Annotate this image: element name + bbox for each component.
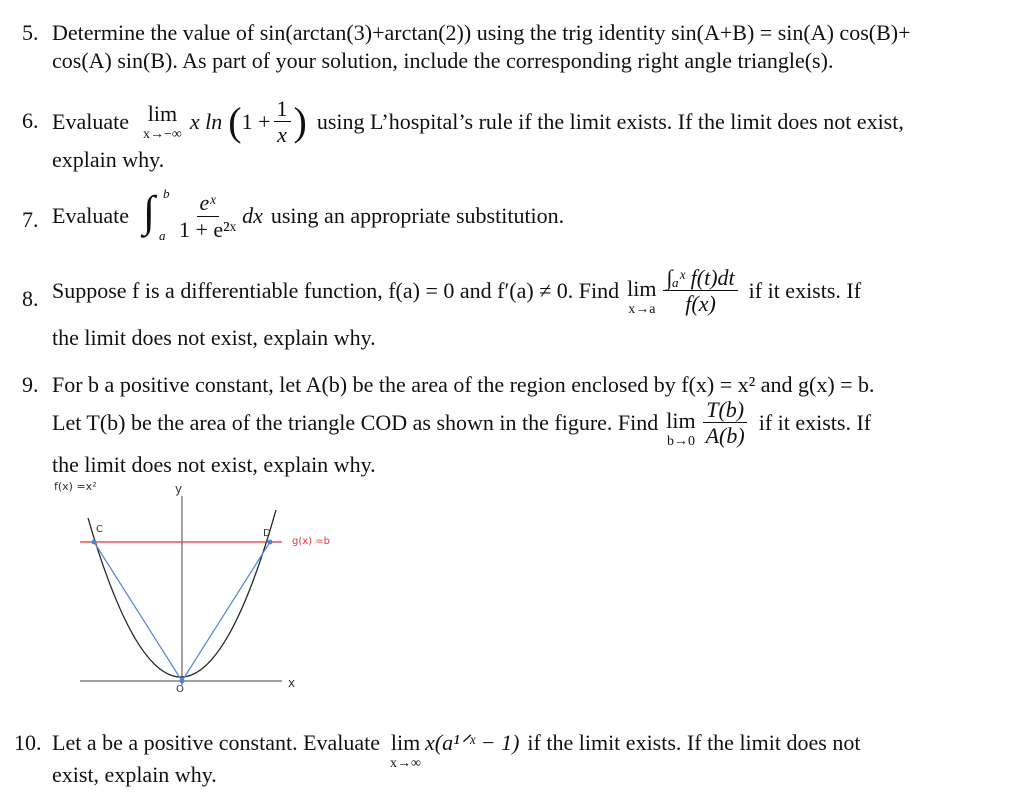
point-o [180,679,185,684]
q8-lim-sub: x→a [628,302,656,317]
q9-number: 9. [22,372,39,397]
q7-lower-limit: a [158,228,166,243]
q7-integral [139,188,173,244]
q10-lim: lim [390,730,421,755]
figure-svg [50,480,340,695]
q8-frac-top: ∫ₐˣ f(t)dt [663,265,737,291]
q8-lim: lim [627,276,657,301]
point-c [92,540,97,545]
q10-text-b: if the limit exists. If the limit does not [527,730,861,755]
q7-upper-limit: b [162,186,170,201]
triangle-side-oc [94,542,182,681]
q10-lim-sub: x→∞ [390,756,422,771]
q9-frac-top: T(b) [703,397,747,423]
q8-fraction [663,265,737,317]
q7-frac-bot: 1 + e²ˣ [178,216,237,242]
q7-integral-sign: ∫ [142,187,156,236]
q9-fraction [703,397,748,449]
q9-limit [666,408,695,449]
q9-line1: For b a positive constant, let A(b) be the area of the region enclosed by f(x) = x² and g(x) = b. [52,372,875,397]
q7-number: 7. [22,207,39,232]
q6-frac-bot: x [277,122,287,148]
q7-frac-top: eˣ [197,190,219,216]
q10-text-a: Let a be a positive constant. Evaluate [52,730,381,755]
q6-lim: lim [147,101,178,127]
q7-fraction [176,190,239,242]
q6-rest: using L’hospital’s rule if the limit exists. If the limit does not exist, [316,108,904,134]
q6-evaluate: Evaluate [52,108,129,134]
q9-frac-bot: A(b) [705,423,745,448]
f-label: f(x) =x² [54,480,97,493]
q9-line3: the limit does not exist, explain why. [52,452,376,477]
o-label: O [176,684,184,695]
figure-parabola [50,480,340,695]
q9-line2a: Let T(b) be the area of the triangle COD as shown in the figure. Find [52,409,659,435]
q5-line1: Determine the value of sin(arctan(3)+arctan(2)) using the trig identity sin(A+B) = sin(A) cos(B)+ [52,20,911,45]
q7-evaluate: Evaluate [52,203,129,228]
q5-line2: cos(A) sin(B). As part of your solution, include the corresponding right angle triangle(s). [52,48,834,73]
point-d [268,540,273,545]
q7-statement [52,188,564,244]
q6-left-paren: ( [228,98,242,144]
q6-fraction [274,96,291,148]
q10-number: 10. [14,730,42,755]
q7-dx: dx [242,203,263,228]
q6-statement [52,96,904,148]
q5-number: 5. [22,20,39,45]
q7-rest: using an appropriate substitution. [270,203,565,228]
q10-limit [390,730,421,771]
triangle-side-od [182,542,270,681]
q6-line2: explain why. [52,147,165,172]
q9-line2 [52,396,871,449]
x-label: x [288,676,296,690]
q8-limit [627,276,656,317]
q10-expr: x(a¹ᐟˣ − 1) [425,730,520,755]
q6-one-plus: 1 + [241,108,271,134]
q8-statement [52,264,861,317]
q6-right-paren: ) [293,98,307,144]
q9-lim: lim [666,408,696,433]
q6-lim-sub: x→−∞ [142,127,182,143]
q9-lim-sub: b→0 [666,434,695,449]
d-label: D [263,528,271,539]
q10-line2: exist, explain why. [52,762,217,787]
q6-limit [143,101,182,142]
c-label: C [96,524,103,535]
q8-text-b: if it exists. If [748,277,862,303]
q6-expr-pre: x ln [189,108,223,134]
y-label: y [175,482,183,496]
q6-frac-top: 1 [274,96,291,122]
q8-number: 8. [22,286,39,311]
q6-number: 6. [22,108,39,133]
q9-line2b: if it exists. If [758,409,872,435]
q8-text-a: Suppose f is a differentiable function, f(a) = 0 and f′(a) ≠ 0. Find [52,277,620,303]
q8-line2: the limit does not exist, explain why. [52,325,376,350]
q8-frac-bot: f(x) [685,291,716,316]
g-label: g(x) =b [292,536,330,547]
